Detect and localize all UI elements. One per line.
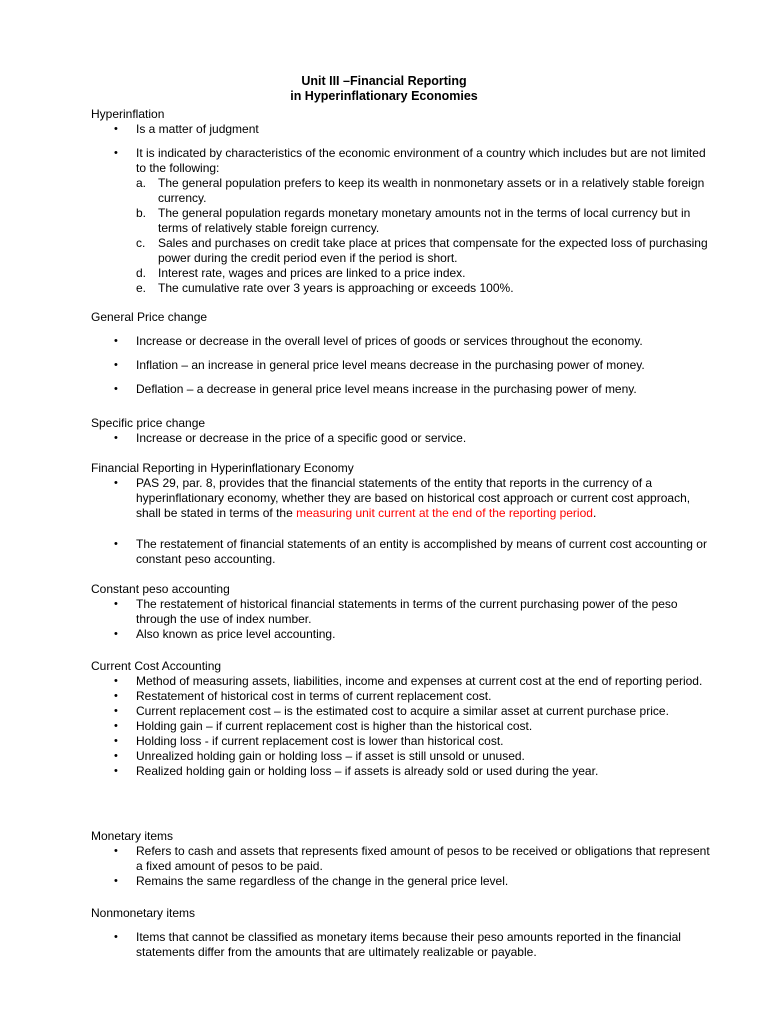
section-monetary-items [91, 829, 711, 889]
sub-list-marker: e. [136, 281, 147, 295]
list-item: • The restatement of financial statements of an entity is accomplished by means of current cost accounting or constant peso accounting. [91, 537, 711, 567]
list-item: • Restatement of historical cost in terms of current replacement cost. [91, 689, 711, 704]
sub-list-text: The general population prefers to keep its wealth in nonmonetary assets or in a relatively stable foreign currency. [158, 176, 705, 205]
sub-list-item [136, 236, 711, 266]
section-heading: General Price change [91, 310, 208, 324]
section-hyperinflation [91, 107, 711, 296]
list-item: • Deflation – a decrease in general price level means increase in the purchasing power of meny. [91, 382, 711, 397]
bullet-list [91, 674, 711, 779]
list-item: • Inflation – an increase in general price level means decrease in the purchasing power of money. [91, 358, 711, 373]
list-item: • Is a matter of judgment [91, 122, 711, 137]
list-item: • Holding gain – if current replacement cost is higher than the historical cost. [91, 719, 711, 734]
sub-list-item [136, 266, 711, 281]
section-heading: Financial Reporting in Hyperinflationary Economy [91, 461, 354, 475]
sub-list-text: Sales and purchases on credit take place at prices that compensate for the expected loss of purchasing power during the credit period even if the period is short. [158, 236, 708, 265]
bullet-list [91, 476, 711, 567]
title-line-2: in Hyperinflationary Economies [290, 89, 478, 103]
list-item: • Holding loss - if current replacement cost is lower than historical cost. [91, 734, 711, 749]
section-heading: Current Cost Accounting [91, 659, 222, 673]
bullet-list [91, 334, 711, 397]
bullet-list [91, 844, 711, 889]
title-line-1: Unit III –Financial Reporting [301, 74, 467, 88]
sub-list-item [136, 206, 711, 236]
section-heading: Hyperinflation [91, 107, 165, 121]
sub-list-marker: c. [136, 236, 146, 250]
list-item: • Items that cannot be classified as monetary items because their peso amounts reported in the financial statements differ from the amounts that are ultimately realizable or payable. [91, 930, 711, 960]
sub-list-marker: b. [136, 206, 147, 220]
section-heading: Constant peso accounting [91, 582, 230, 596]
list-item: • Also known as price level accounting. [91, 627, 711, 642]
list-item: • Realized holding gain or holding loss – if assets is already sold or used during the year. [91, 764, 711, 779]
section-constant-peso [91, 582, 711, 642]
list-item [91, 146, 711, 296]
bullet-list [91, 122, 711, 296]
section-nonmonetary-items [91, 906, 711, 960]
bullet-list [91, 597, 711, 642]
sub-list-marker: a. [136, 176, 147, 190]
document-title [0, 74, 768, 104]
sub-list-text: The cumulative rate over 3 years is approaching or exceeds 100%. [158, 281, 514, 295]
section-financial-reporting [91, 461, 711, 567]
section-general-price-change [91, 310, 711, 397]
list-item: • Unrealized holding gain or holding loss – if asset is still unsold or unused. [91, 749, 711, 764]
sub-list-text: The general population regards monetary monetary amounts not in the terms of local currency but in terms of relatively stable foreign currency. [158, 206, 691, 235]
list-item: • Increase or decrease in the overall level of prices of goods or services throughout the economy. [91, 334, 711, 349]
bullet-list [91, 930, 711, 960]
highlighted-text: measuring unit current at the end of the reporting period [296, 506, 593, 520]
section-heading: Monetary items [91, 829, 174, 843]
list-item-text: It is indicated by characteristics of the economic environment of a country which includes but are not limited to the following: [136, 146, 706, 175]
section-current-cost [91, 659, 711, 779]
sub-list-marker: d. [136, 266, 147, 280]
section-specific-price-change [91, 416, 711, 446]
list-item: • Increase or decrease in the price of a specific good or service. [91, 431, 711, 446]
list-item: • Current replacement cost – is the estimated cost to acquire a similar asset at current purchase price. [91, 704, 711, 719]
sub-list-item [136, 176, 711, 206]
list-item-text-end: . [592, 506, 597, 520]
list-item-text: PAS 29, par. 8, provides that the financial statements of the entity that reports in the currency of a hyperinflationary economy, whether they are based on historical cost approach or current cost approach, shall be stated in terms of the [136, 476, 691, 520]
sub-list-text: Interest rate, wages and prices are linked to a price index. [158, 266, 466, 280]
bullet-list [91, 431, 711, 446]
list-item: • The restatement of historical financial statements in terms of the current purchasing power of the peso through the use of index number. [91, 597, 711, 627]
list-item [91, 476, 711, 521]
list-item: • Refers to cash and assets that represents fixed amount of pesos to be received or obligations that represent a fixed amount of pesos to be paid. [91, 844, 711, 874]
sub-list-item [136, 281, 711, 296]
section-heading: Specific price change [91, 416, 206, 430]
list-item: • Method of measuring assets, liabilities, income and expenses at current cost at the end of reporting period. [91, 674, 711, 689]
sub-list [136, 176, 711, 296]
list-item: • Remains the same regardless of the change in the general price level. [91, 874, 711, 889]
section-heading: Nonmonetary items [91, 906, 196, 920]
